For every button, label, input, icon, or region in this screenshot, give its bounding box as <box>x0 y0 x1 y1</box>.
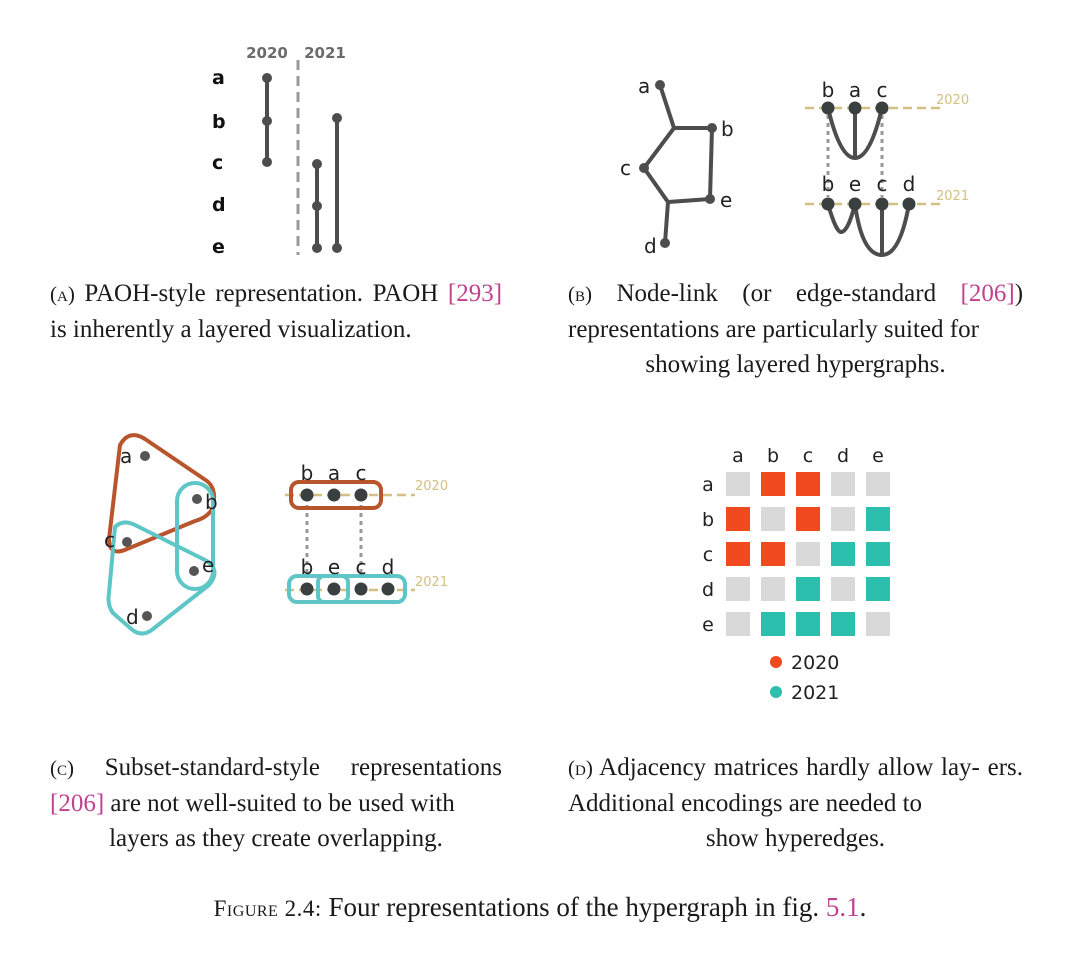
nl-label-a: a <box>638 74 651 98</box>
caption-b-tag: (b) <box>568 282 592 306</box>
subset-diagram <box>95 425 455 645</box>
matrix-cell <box>831 472 855 496</box>
matrix-col-label: c <box>802 445 814 467</box>
subset-label-a: a <box>120 444 133 468</box>
matrix-row-label: c <box>702 544 714 566</box>
layer-year-2021: 2021 <box>936 189 970 204</box>
matrix-cell <box>761 577 785 601</box>
layer2020-label-a: a <box>848 78 862 102</box>
year-label-2020: 2020 <box>246 44 288 62</box>
nl-label-d: d <box>644 234 657 258</box>
nl-label-b: b <box>721 117 734 141</box>
subset-l2021-c: c <box>355 555 367 579</box>
node-label-a: a <box>212 67 225 89</box>
figure-caption <box>0 892 1080 923</box>
matrix-cell <box>761 507 785 531</box>
caption-d <box>568 750 1023 856</box>
caption-d-line1: Adjacency matrices hardly allow lay- <box>599 754 980 781</box>
layer-year-2020: 2020 <box>936 93 970 108</box>
caption-a-tag: (a) <box>50 282 75 306</box>
matrix-row-label: a <box>702 474 714 496</box>
matrix-col-label: a <box>732 445 744 467</box>
caption-d-line2: ers. Additional encodings are needed to <box>568 754 1024 817</box>
matrix-cell <box>796 612 820 636</box>
matrix-cell <box>726 542 750 566</box>
caption-b-line2: representations are particularly suited for <box>568 316 979 343</box>
matrix-cell <box>866 612 890 636</box>
matrix-cell <box>831 507 855 531</box>
caption-c-text1: Subset-standard-style representations <box>104 754 502 781</box>
figure-text: Four representations of the hypergraph in fig. <box>328 892 820 922</box>
matrix-row-label: d <box>701 579 715 601</box>
caption-b-text1b: ) <box>1014 280 1024 307</box>
matrix-cell <box>866 577 890 601</box>
layer2021-label-c: c <box>876 172 888 196</box>
matrix-cell <box>831 612 855 636</box>
node-label-d: d <box>212 194 226 216</box>
node-link-graph <box>644 85 712 243</box>
caption-d-line3: show hyperedges. <box>705 825 886 852</box>
year-label-2021: 2021 <box>304 44 346 62</box>
legend-label: 2021 <box>791 682 840 704</box>
matrix-row-label: b <box>701 509 715 531</box>
caption-c-line3: layers as they create overlapping. <box>109 825 443 852</box>
caption-a-ref[interactable]: [293] <box>447 280 503 307</box>
node-link-diagram <box>600 60 1000 260</box>
layer2020-label-c: c <box>876 78 888 102</box>
matrix-row-label: e <box>702 614 714 636</box>
matrix-col-label: e <box>872 445 884 467</box>
node-label-b: b <box>212 111 226 133</box>
caption-c-tag: (c) <box>50 756 74 780</box>
caption-c-text2: are not well-suited to be used with <box>110 790 455 817</box>
matrix-col-label: d <box>836 445 850 467</box>
figure-ref[interactable]: 5.1 <box>825 892 860 922</box>
caption-b <box>568 276 1023 382</box>
node-label-e: e <box>212 236 225 258</box>
hyperedge-2021-be <box>332 113 342 253</box>
matrix-cell <box>761 472 785 496</box>
matrix-cell <box>796 577 820 601</box>
node-label-c: c <box>212 152 224 174</box>
matrix-cell <box>726 472 750 496</box>
figure-end: . <box>859 892 867 922</box>
matrix-cell <box>866 472 890 496</box>
caption-b-text1: Node-link (or edge-standard <box>616 280 937 307</box>
caption-a <box>50 276 502 347</box>
subset-year-2020: 2020 <box>415 479 449 494</box>
matrix-cell <box>831 577 855 601</box>
subset-label-d: d <box>126 605 139 629</box>
layer2020-label-b: b <box>821 78 835 102</box>
matrix-cell <box>761 542 785 566</box>
matrix-cell <box>866 542 890 566</box>
matrix-cell <box>866 507 890 531</box>
matrix-col-label: b <box>766 445 780 467</box>
caption-a-text2: is inherently a layered visualization. <box>50 316 412 343</box>
matrix-cell <box>761 612 785 636</box>
paoh-diagram <box>190 30 390 270</box>
subset-label-b: b <box>205 490 218 514</box>
subset-l2021-e: e <box>327 555 341 579</box>
subset-label-c: c <box>104 528 115 552</box>
subset-year-2021: 2021 <box>415 575 449 590</box>
matrix-cell <box>796 507 820 531</box>
layer2021-label-d: d <box>902 172 916 196</box>
adjacency-matrix <box>690 440 910 710</box>
legend-marker <box>770 656 782 668</box>
nl-label-c: c <box>620 156 631 180</box>
caption-c <box>50 750 502 856</box>
caption-b-line3: showing layered hypergraphs. <box>645 351 946 378</box>
subset-label-e: e <box>202 553 215 577</box>
legend-label: 2020 <box>791 652 840 674</box>
nl-label-e: e <box>720 188 733 212</box>
legend-marker <box>770 686 782 698</box>
matrix-cell <box>726 577 750 601</box>
caption-c-ref[interactable]: [206] <box>50 790 105 817</box>
figure-label: Figure 2.4: <box>213 896 322 921</box>
matrix-cell <box>726 507 750 531</box>
caption-d-tag: (d) <box>568 756 593 780</box>
hyperedge-2021-cde <box>312 159 322 253</box>
hyperedge-arcs <box>828 108 909 255</box>
subset-l2020-a: a <box>327 461 341 485</box>
caption-b-ref[interactable]: [206] <box>960 280 1015 307</box>
layer2021-label-e: e <box>848 172 862 196</box>
caption-a-text1: PAOH-style representation. PAOH <box>84 280 439 307</box>
matrix-cell <box>796 542 820 566</box>
hyperedge-2020-abc <box>262 73 272 167</box>
subset-l2020-c: c <box>355 461 367 485</box>
matrix-cell <box>796 472 820 496</box>
layer2021-label-b: b <box>821 172 835 196</box>
subset-l2020-b: b <box>300 461 314 485</box>
subset-l2021-d: d <box>381 555 395 579</box>
subset-l2021-b: b <box>300 555 314 579</box>
matrix-cell <box>726 612 750 636</box>
matrix-cell <box>831 542 855 566</box>
